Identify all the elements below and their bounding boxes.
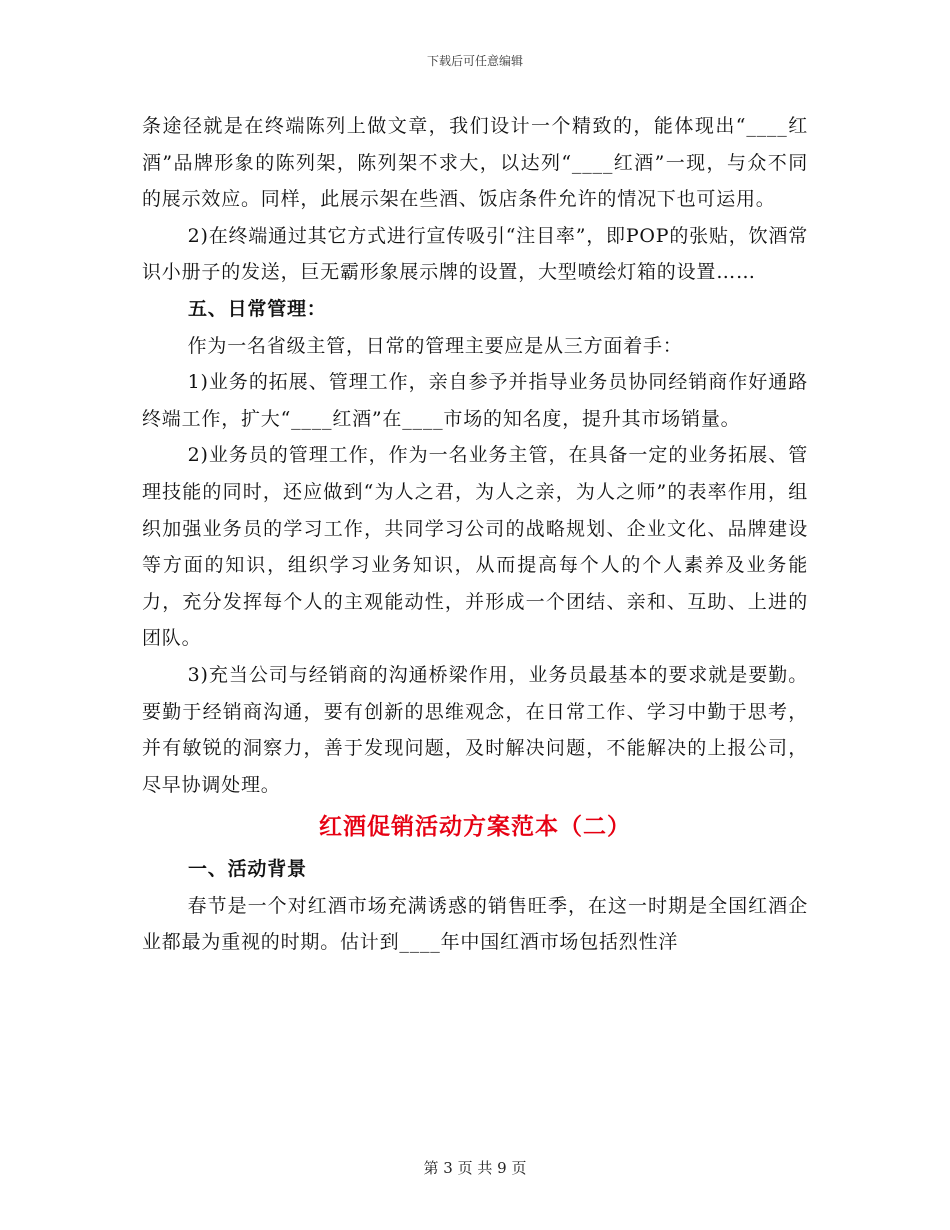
body-paragraph: 2)在终端通过其它方式进行宣传吸引“注目率”，即POP的张贴，饮酒常识小册子的发送，巨无霸形象展示牌的设置，大型喷绘灯箱的设置……: [142, 224, 808, 284]
body-paragraph: 2)业务员的管理工作，作为一名业务主管，在具备一定的业务拓展、管理技能的同时，还应做到“为人之君，为人之亲，为人之师”的表率作用，组织加强业务员的学习工作，共同学习公司的战略规划、企业文化、品牌建设等方面的知识，组织学习业务知识，从而提高每个人的个人素养及业务能力，充分发挥每个人的主观能动性，并形成一个团结、亲和、互助、上进的团队。: [142, 444, 808, 650]
document-body: [142, 108, 808, 961]
body-paragraph: 3)充当公司与经销商的沟通桥梁作用，业务员最基本的要求就是要勤。要勤于经销商沟通，要有创新的思维观念，在日常工作、学习中勤于思考，并有敏锐的洞察力，善于发现问题，及时解决问题，不能解决的上报公司，尽早协调处理。: [142, 663, 808, 796]
body-paragraph: 条途径就是在终端陈列上做文章，我们设计一个精致的，能体现出“____红酒”品牌形象的陈列架，陈列架不求大，以达列“____红酒”一现，与众不同的展示效应。同样，此展示架在些酒、饭店条件允许的情况下也可运用。: [142, 115, 808, 211]
body-paragraph: 1)业务的拓展、管理工作，亲自参予并指导业务员协同经销商作好通路终端工作，扩大“____红酒”在____市场的知名度，提升其市场销量。: [142, 371, 808, 430]
document-title: 红酒促销活动方案范本（二）: [319, 813, 631, 841]
section-heading: 一、活动背景: [188, 858, 307, 881]
page-header: 下载后可任意编辑: [426, 54, 523, 68]
page-footer: 第 3 页 共 9 页: [423, 1159, 527, 1177]
body-paragraph: 春节是一个对红酒市场充满诱惑的销售旺季，在这一时期是全国红酒企业都最为重视的时期。估计到____年中国红酒市场包括烈性洋: [142, 894, 808, 954]
section-heading: 五、日常管理：: [188, 297, 327, 320]
body-paragraph: 作为一名省级主管，日常的管理主要应是从三方面着手：: [187, 334, 683, 357]
